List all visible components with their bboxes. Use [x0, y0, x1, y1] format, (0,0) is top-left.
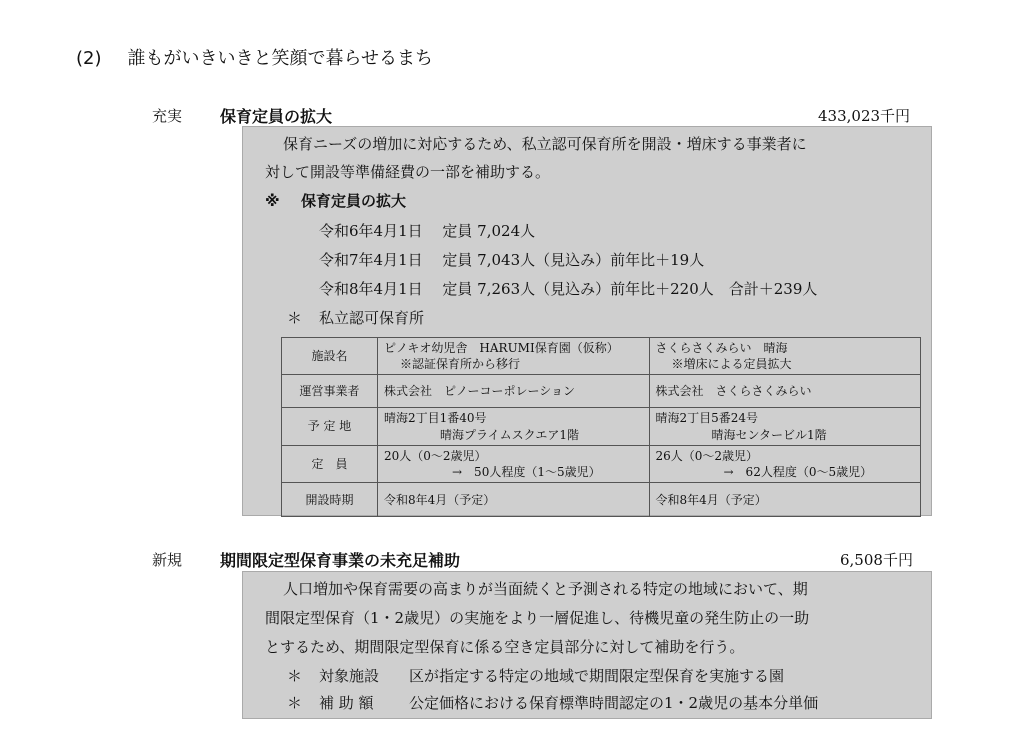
- row-label: 開設時期: [282, 483, 378, 517]
- item1-amount: 433,023千円: [818, 107, 911, 125]
- table-row: [282, 483, 921, 517]
- item2-box: [242, 571, 932, 719]
- item1-title: 保育定員の拡大: [220, 107, 333, 126]
- facility-table: [281, 337, 921, 517]
- table-row: [282, 338, 921, 375]
- table-cell: 20人（0〜2歳児） → 50人程度（1〜5歳児）: [378, 445, 650, 482]
- capacity-row: 令和8年4月1日 定員 7,263人（見込み）前年比＋220人 合計＋239人: [319, 280, 818, 298]
- section-heading: [76, 44, 433, 70]
- item2-desc-line1: 人口増加や保育需要の高まりが当面続くと予測される特定の地域において、期: [283, 580, 808, 598]
- table-cell: 令和8年4月（予定）: [378, 483, 650, 517]
- item1-tag: 充実: [152, 107, 183, 125]
- bullet1-text: 区が指定する特定の地域で期間限定型保育を実施する園: [409, 667, 785, 685]
- table-cell: さくらさくみらい 晴海 ※増床による定員拡大: [649, 338, 921, 375]
- bullet-mark: ＊: [287, 694, 303, 712]
- capacity-row: 令和6年4月1日 定員 7,024人: [319, 222, 536, 240]
- table-cell: 晴海2丁目5番24号 晴海センタービル1階: [649, 408, 921, 445]
- item2-tag: 新規: [152, 551, 183, 569]
- item1-note-title: 保育定員の拡大: [301, 192, 407, 210]
- table-cell: 令和8年4月（予定）: [649, 483, 921, 517]
- table-cell: ピノキオ幼児舎 HARUMI保育園（仮称） ※認証保育所から移行: [378, 338, 650, 375]
- table-cell: 株式会社 ピノーコーポレーション: [378, 375, 650, 408]
- item1-desc-line1: 保育ニーズの増加に対応するため、私立認可保育所を開設・増床する事業者に: [283, 135, 807, 153]
- table-cell: 26人（0〜2歳児） → 62人程度（0〜5歳児）: [649, 445, 921, 482]
- item1-desc-line2: 対して開設等準備経費の一部を補助する。: [265, 163, 551, 181]
- item1-note-mark: ※: [265, 192, 280, 210]
- row-label: 運営事業者: [282, 375, 378, 408]
- item2-desc-line2: 間限定型保育（1・2歳児）の実施をより一層促進し、待機児童の発生防止の一助: [265, 609, 810, 627]
- item2-title: 期間限定型保育事業の未充足補助: [220, 551, 461, 570]
- item2-amount: 6,508千円: [840, 551, 913, 569]
- bullet1-label: 対象施設: [319, 667, 380, 685]
- row-label: 予 定 地: [282, 408, 378, 445]
- table-row: [282, 408, 921, 445]
- row-label: 施設名: [282, 338, 378, 375]
- sub-label: 私立認可保育所: [319, 309, 425, 327]
- item1-box: [242, 126, 932, 516]
- table-row: [282, 375, 921, 408]
- sub-mark: ＊: [287, 309, 303, 327]
- bullet-mark: ＊: [287, 667, 303, 685]
- section-title: 誰もがいきいきと笑顔で暮らせるまち: [127, 48, 433, 69]
- section-number: (2): [76, 48, 102, 69]
- table-cell: 株式会社 さくらさくみらい: [649, 375, 921, 408]
- bullet2-label: 補 助 額: [319, 694, 374, 712]
- table-cell: 晴海2丁目1番40号 晴海プライムスクエア1階: [378, 408, 650, 445]
- bullet2-text: 公定価格における保育標準時間認定の1・2歳児の基本分単価: [409, 694, 819, 712]
- item2-desc-line3: とするため、期間限定型保育に係る空き定員部分に対して補助を行う。: [265, 638, 745, 656]
- capacity-row: 令和7年4月1日 定員 7,043人（見込み）前年比＋19人: [319, 251, 705, 269]
- row-label: 定 員: [282, 445, 378, 482]
- table-row: [282, 445, 921, 482]
